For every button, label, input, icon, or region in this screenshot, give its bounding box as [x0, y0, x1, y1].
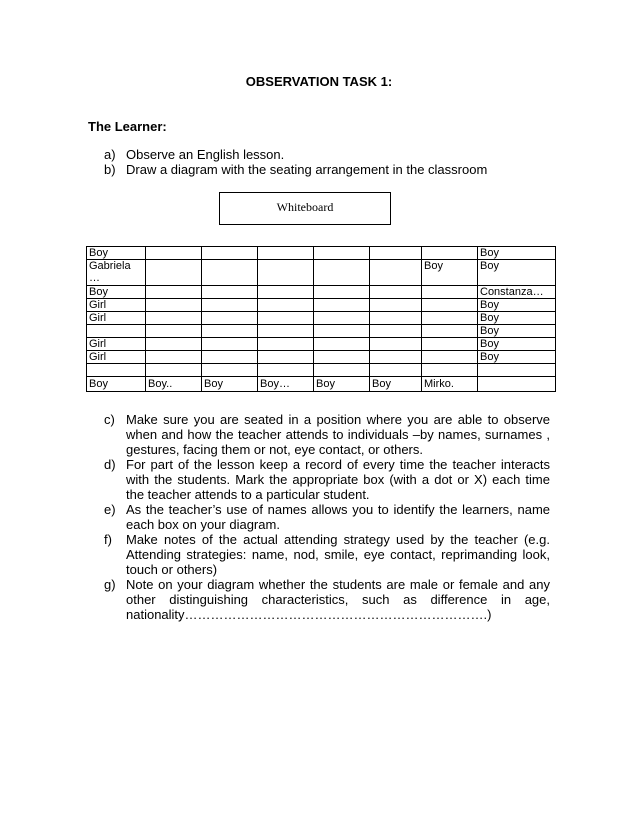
- list-item-label: c): [104, 412, 115, 427]
- seat-cell: [258, 286, 314, 299]
- seat-cell: Boy: [478, 351, 556, 364]
- seat-cell: [146, 312, 202, 325]
- seat-cell: [202, 260, 258, 286]
- seat-cell: [422, 338, 478, 351]
- seat-cell: [87, 325, 146, 338]
- list-item-text: Note on your diagram whether the students are male or female and any other distinguishing characteristics, such as difference in age, nationality…………………………………………………………….): [126, 577, 550, 622]
- seat-cell: [202, 312, 258, 325]
- seat-cell: [370, 325, 422, 338]
- seat-cell: Girl: [87, 312, 146, 325]
- table-row: [87, 377, 556, 392]
- seat-cell: [370, 299, 422, 312]
- seat-cell: [202, 247, 258, 260]
- seat-cell: [422, 351, 478, 364]
- table-row: [87, 364, 556, 377]
- list-item-label: d): [104, 457, 116, 472]
- seat-cell: [146, 351, 202, 364]
- seat-cell: Boy: [87, 377, 146, 392]
- seat-cell: [258, 325, 314, 338]
- seat-cell: [314, 325, 370, 338]
- seat-cell: Boy: [478, 260, 556, 286]
- table-row: [87, 338, 556, 351]
- seat-cell: [314, 286, 370, 299]
- list-item-text: Draw a diagram with the seating arrangement in the classroom: [126, 162, 488, 177]
- seat-cell: [258, 247, 314, 260]
- seat-cell: [202, 364, 258, 377]
- list-item: [104, 412, 550, 457]
- seat-cell: Boy: [478, 325, 556, 338]
- list-item: [104, 457, 550, 502]
- seat-cell: Boy: [478, 312, 556, 325]
- seat-cell: [314, 247, 370, 260]
- seat-cell: Constanza…: [478, 286, 556, 299]
- seat-cell: Boy: [478, 338, 556, 351]
- list-item-text: For part of the lesson keep a record of every time the teacher interacts with the students. Mark the appropriate box (with a dot or X) each time the teacher attends to a particular student.: [126, 457, 550, 502]
- seat-cell: [202, 286, 258, 299]
- seat-cell: [146, 325, 202, 338]
- seat-cell: [258, 299, 314, 312]
- seat-cell: Boy: [478, 247, 556, 260]
- seat-cell: Girl: [87, 338, 146, 351]
- seat-cell: [422, 247, 478, 260]
- list-item-text: Make sure you are seated in a position where you are able to observe when and how the teacher attends to individuals –by names, surnames , gestures, facing them or not, eye contact, or others.: [126, 412, 550, 457]
- seat-cell: [422, 286, 478, 299]
- seat-cell: Boy: [87, 286, 146, 299]
- page-title: OBSERVATION TASK 1:: [245, 74, 393, 89]
- seat-cell: Boy: [478, 299, 556, 312]
- whiteboard-box: Whiteboard: [219, 192, 391, 225]
- seat-cell: [314, 260, 370, 286]
- seat-cell: Boy…: [258, 377, 314, 392]
- list-item: [104, 147, 534, 162]
- seat-cell: [370, 260, 422, 286]
- list-item: [104, 162, 534, 177]
- seat-cell: [370, 364, 422, 377]
- seat-cell: [258, 364, 314, 377]
- seat-cell: [202, 351, 258, 364]
- seat-cell: [370, 338, 422, 351]
- seat-cell: Boy: [314, 377, 370, 392]
- list-item-label: g): [104, 577, 116, 592]
- list-item: [104, 502, 550, 532]
- section-heading: The Learner:: [88, 119, 167, 134]
- table-row: [87, 286, 556, 299]
- seat-cell: [422, 312, 478, 325]
- table-row: [87, 299, 556, 312]
- seat-cell: [370, 351, 422, 364]
- seat-cell: [146, 260, 202, 286]
- seat-cell: [258, 312, 314, 325]
- seat-cell: [258, 351, 314, 364]
- seat-cell: [202, 299, 258, 312]
- seat-cell: [87, 364, 146, 377]
- seat-cell: Boy: [87, 247, 146, 260]
- seat-cell: [314, 299, 370, 312]
- table-row: [87, 325, 556, 338]
- list-item-label: f): [104, 532, 112, 547]
- seat-cell: [422, 325, 478, 338]
- seat-cell: [370, 286, 422, 299]
- seat-cell: [478, 377, 556, 392]
- seat-cell: [146, 286, 202, 299]
- seat-cell: Boy: [370, 377, 422, 392]
- seat-cell: Girl: [87, 351, 146, 364]
- seat-cell: Mirko.: [422, 377, 478, 392]
- seat-cell: [314, 312, 370, 325]
- seat-cell: [370, 312, 422, 325]
- seat-cell: [202, 338, 258, 351]
- table-row: [87, 260, 556, 286]
- list-item-label: e): [104, 502, 116, 517]
- seat-cell: [370, 247, 422, 260]
- seat-cell: [146, 338, 202, 351]
- instructions-top-list: [104, 147, 534, 177]
- list-item-text: Observe an English lesson.: [126, 147, 285, 162]
- table-row: [87, 351, 556, 364]
- list-item-label: b): [104, 162, 116, 177]
- list-item: [104, 577, 550, 622]
- seat-cell: [314, 338, 370, 351]
- seat-cell: [422, 364, 478, 377]
- list-item-text: As the teacher’s use of names allows you to identify the learners, name each box on your diagram.: [126, 502, 550, 532]
- seat-cell: [146, 364, 202, 377]
- seat-cell: [314, 364, 370, 377]
- seat-cell: [314, 351, 370, 364]
- list-item-text: Make notes of the actual attending strategy used by the teacher (e.g. Attending strategies: name, nod, smile, eye contact, reprimanding look, touch or others): [126, 532, 550, 577]
- seat-cell: [258, 338, 314, 351]
- seat-cell: Girl: [87, 299, 146, 312]
- instructions-rest-list: [104, 412, 550, 622]
- table-row: [87, 312, 556, 325]
- seat-cell: [258, 260, 314, 286]
- seat-cell: Boy: [202, 377, 258, 392]
- list-item: [104, 532, 550, 577]
- seat-cell: [146, 299, 202, 312]
- seat-cell: Gabriela …: [87, 260, 146, 286]
- seat-cell: [478, 364, 556, 377]
- seat-cell: [422, 299, 478, 312]
- seating-table: [86, 246, 556, 392]
- seat-cell: Boy: [422, 260, 478, 286]
- table-row: [87, 247, 556, 260]
- seat-cell: Boy..: [146, 377, 202, 392]
- seat-cell: [146, 247, 202, 260]
- seat-cell: [202, 325, 258, 338]
- list-item-label: a): [104, 147, 116, 162]
